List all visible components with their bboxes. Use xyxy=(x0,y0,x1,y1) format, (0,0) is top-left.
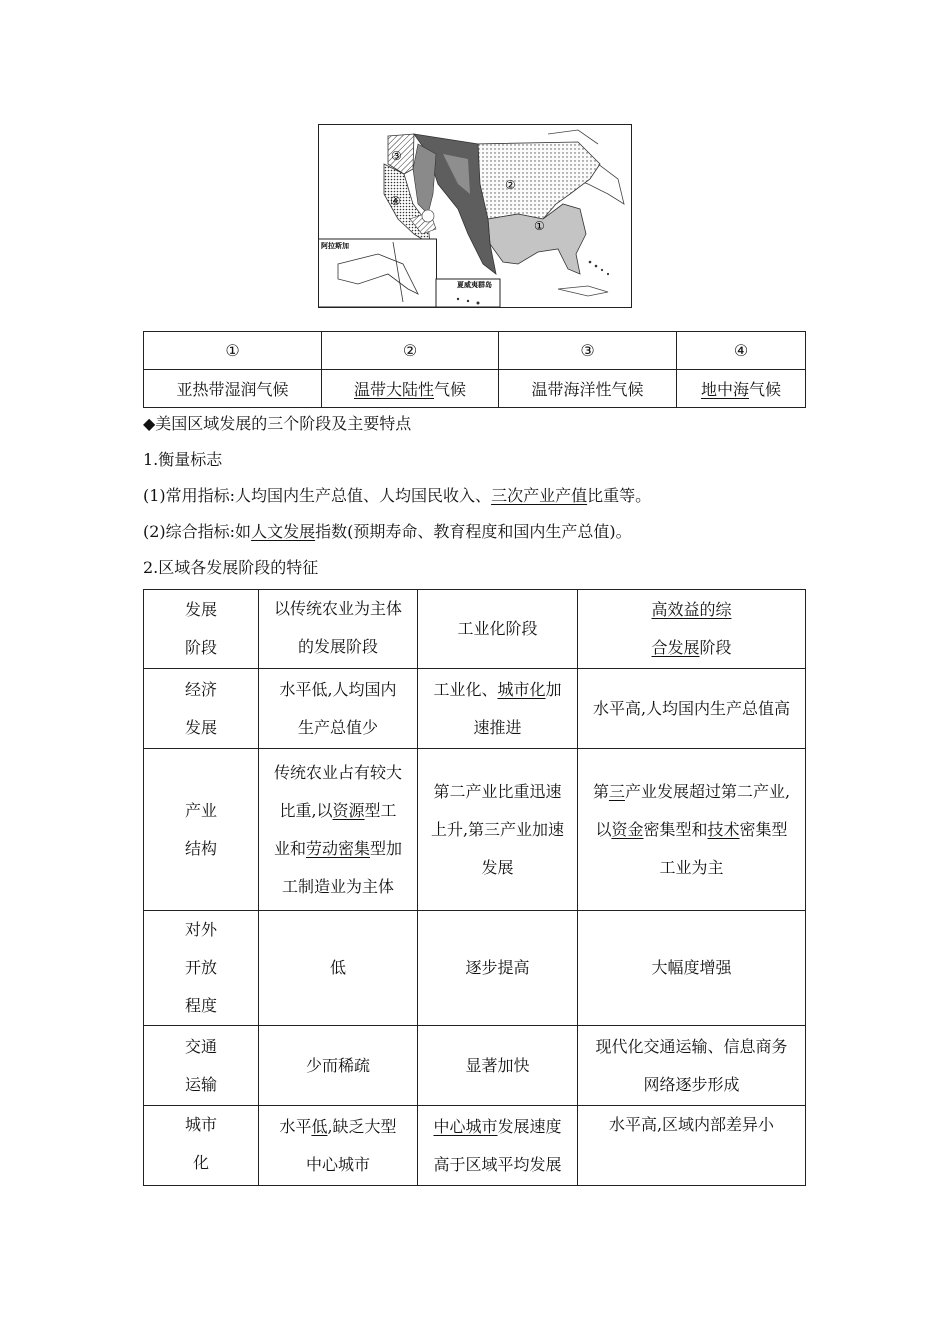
underlined-text: 三次产业产值 xyxy=(491,486,588,505)
table-cell xyxy=(677,370,806,408)
row-header: 产业 结构 xyxy=(144,749,259,911)
table-row xyxy=(144,911,806,1026)
text: (2)综合指标:如 xyxy=(143,522,252,541)
measure-title: 1.衡量标志 xyxy=(143,450,223,469)
table-cell: 显著加快 xyxy=(418,1026,578,1106)
measure-line-2 xyxy=(143,519,632,542)
marker-2: ② xyxy=(505,178,516,192)
row-header: 经济 发展 xyxy=(144,669,259,749)
table-row xyxy=(144,590,806,669)
section-heading: ◆美国区域发展的三个阶段及主要特点 xyxy=(143,414,412,433)
table-cell: 高效益的综 合发展阶段 xyxy=(578,590,806,669)
table-cell xyxy=(322,370,499,408)
table-row xyxy=(144,332,806,370)
table-cell: 中心城市发展速度 高于区域平均发展 xyxy=(418,1106,578,1186)
table-row xyxy=(144,1106,806,1186)
text: (1)常用指标:人均国内生产总值、人均国民收入、 xyxy=(143,486,492,505)
row-header: 发展 阶段 xyxy=(144,590,259,669)
table-cell: ③ xyxy=(499,332,677,370)
table-cell: ② xyxy=(322,332,499,370)
underlined-text: 人文发展 xyxy=(251,522,316,541)
text: 气候 xyxy=(434,380,467,399)
table-cell: 第二产业比重迅速 上升,第三产业加速 发展 xyxy=(418,749,578,911)
table-cell: 低 xyxy=(259,911,418,1026)
table-cell: ④ xyxy=(677,332,806,370)
table-row xyxy=(144,669,806,749)
table-cell: 工业化、城市化加 速推进 xyxy=(418,669,578,749)
table-cell: 亚热带湿润气候 xyxy=(144,370,322,408)
table-cell: 温带海洋性气候 xyxy=(499,370,677,408)
table-cell: 第三产业发展超过第二产业, 以资金密集型和技术密集型 工业为主 xyxy=(578,749,806,911)
table-row xyxy=(144,370,806,408)
table-cell: 传统农业占有较大 比重,以资源型工 业和劳动密集型加 工制造业为主体 xyxy=(259,749,418,911)
table-cell: 大幅度增强 xyxy=(578,911,806,1026)
text: 指数(预期寿命、教育程度和国内生产总值)。 xyxy=(315,522,632,541)
marker-4: ④ xyxy=(390,194,401,208)
table-row xyxy=(144,749,806,911)
usa-climate-map xyxy=(318,124,632,308)
marker-3: ③ xyxy=(391,149,402,163)
hawaii-label: 夏威夷群岛 xyxy=(457,281,492,289)
table-cell: 逐步提高 xyxy=(418,911,578,1026)
measure-line-1 xyxy=(143,483,651,506)
table-cell: 少而稀疏 xyxy=(259,1026,418,1106)
row-header: 交通 运输 xyxy=(144,1026,259,1106)
table-cell: 水平低,人均国内 生产总值少 xyxy=(259,669,418,749)
underlined-text: 温带大陆性 xyxy=(353,380,434,399)
climate-table xyxy=(143,331,806,408)
stage-table xyxy=(143,589,806,1186)
marker-1: ① xyxy=(534,219,545,233)
table-cell: 以传统农业为主体 的发展阶段 xyxy=(259,590,418,669)
table-cell: 水平高,区域内部差异小 xyxy=(578,1106,806,1186)
stages-title: 2.区域各发展阶段的特征 xyxy=(143,558,319,577)
text: 比重等。 xyxy=(587,486,652,505)
table-cell: ① xyxy=(144,332,322,370)
table-cell: 水平低,缺乏大型 中心城市 xyxy=(259,1106,418,1186)
row-header: 对外 开放 程度 xyxy=(144,911,259,1026)
table-cell: 现代化交通运输、信息商务 网络逐步形成 xyxy=(578,1026,806,1106)
alaska-label: 阿拉斯加 xyxy=(321,242,349,250)
table-row xyxy=(144,1026,806,1106)
row-header: 城市 化 xyxy=(144,1106,259,1186)
underlined-text: 地中海 xyxy=(700,380,749,399)
table-cell: 水平高,人均国内生产总值高 xyxy=(578,669,806,749)
table-cell: 工业化阶段 xyxy=(418,590,578,669)
text: 气候 xyxy=(749,380,782,399)
